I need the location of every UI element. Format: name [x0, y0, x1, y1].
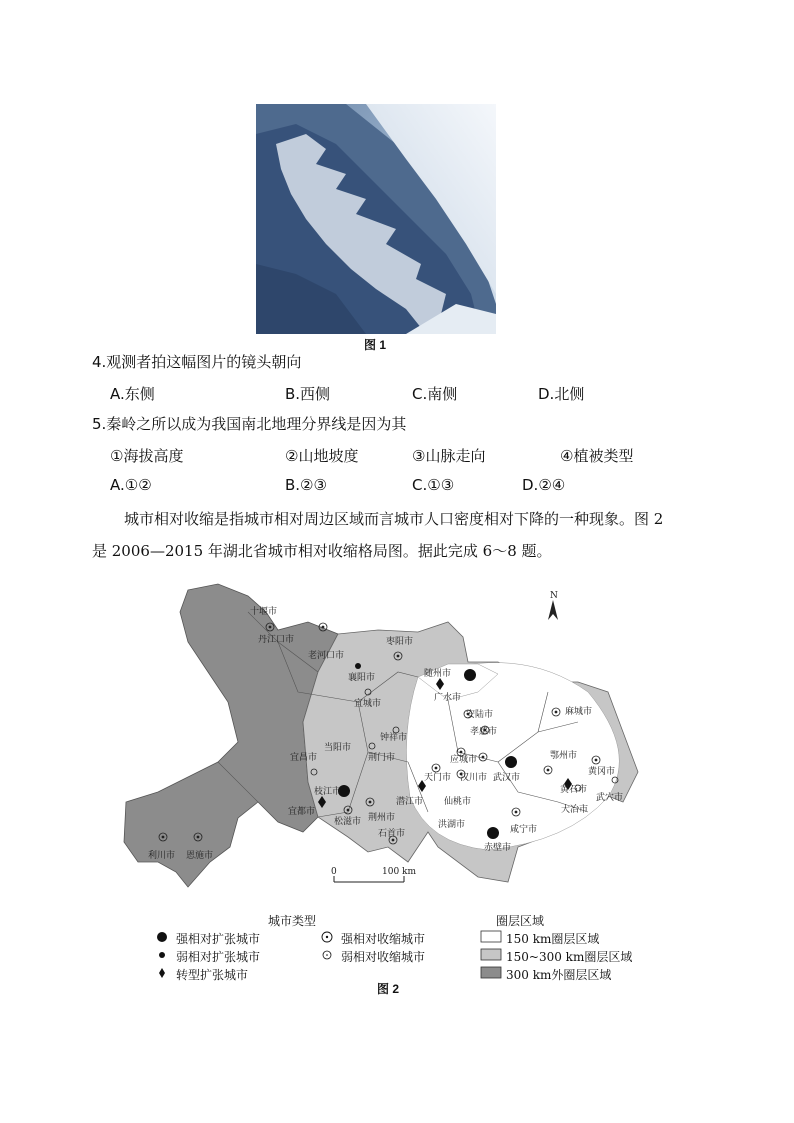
- legend-weak-shrinkage: 弱相对收缩城市: [341, 950, 426, 964]
- city-label: 鄂州市: [550, 751, 578, 761]
- city-label: 十堰市: [250, 607, 278, 617]
- city-label: 枝江市: [314, 787, 342, 797]
- city-label: 宜都市: [288, 807, 316, 817]
- legend-city-type-title: 城市类型: [268, 914, 317, 928]
- city-label: 广水市: [434, 693, 462, 703]
- city-label: 麻城市: [565, 707, 593, 717]
- legend-transformation-expansion: 转型扩张城市: [176, 968, 249, 982]
- legend-zone-300-outer: 300 km外圈层区域: [506, 968, 612, 982]
- city-label: 应城市: [450, 755, 478, 765]
- q4-option-b: B.西侧: [285, 385, 331, 403]
- city-label: 利川市: [148, 851, 176, 861]
- city-label: 钟祥市: [380, 733, 408, 743]
- q4-option-d: D.北侧: [538, 385, 585, 403]
- city-label: 当阳市: [324, 743, 352, 753]
- city-label: 丹江口市: [258, 635, 295, 645]
- city-label: 荆州市: [368, 813, 396, 823]
- legend-strong-expansion: 强相对扩张城市: [176, 932, 261, 946]
- city-label: 天门市: [424, 773, 452, 783]
- city-label: 襄阳市: [348, 673, 376, 683]
- intro-line-2: 是 2006—2015 年湖北省城市相对收缩格局图。据此完成 6～8 题。: [92, 542, 552, 560]
- question-5-text: 5.秦岭之所以成为我国南北地理分界线是因为其: [92, 415, 407, 433]
- question-4-text: 4.观测者拍这幅图片的镜头朝向: [92, 353, 302, 371]
- city-label: 汉川市: [460, 773, 488, 783]
- scale-start: 0: [331, 867, 337, 877]
- q4-option-a: A.东侧: [110, 385, 155, 403]
- legend-zone-150: 150 km圈层区域: [506, 932, 600, 946]
- q5-option-a: A.①②: [110, 476, 152, 494]
- city-label: 仙桃市: [444, 797, 472, 807]
- legend-zone-title: 圈层区域: [496, 914, 545, 928]
- city-label: 潜江市: [396, 797, 424, 807]
- figure2-caption: 图 2: [377, 982, 400, 996]
- q4-option-c: C.南侧: [412, 385, 458, 403]
- city-label: 赤壁市: [484, 843, 512, 853]
- mountain-photo: [256, 104, 496, 334]
- north-arrow-icon: [548, 600, 558, 620]
- city-label: 松滋市: [334, 817, 362, 827]
- q5-option-b: B.②③: [285, 476, 327, 494]
- scale-end: 100 km: [382, 867, 417, 877]
- legend-zone-150-300: 150~300 km圈层区域: [506, 950, 633, 964]
- q5-statement-2: ②山地坡度: [285, 447, 359, 465]
- city-label: 武穴市: [596, 793, 624, 803]
- city-label: 枣阳市: [386, 637, 414, 647]
- city-label: 老河口市: [308, 651, 345, 661]
- q5-statement-3: ③山脉走向: [412, 447, 486, 465]
- hubei-map: [118, 582, 648, 912]
- city-label: 宜城市: [354, 699, 382, 709]
- city-label: 恩施市: [186, 851, 214, 861]
- city-label: 安陆市: [466, 710, 494, 720]
- city-label: 随州市: [424, 669, 452, 679]
- city-label: 孝感市: [470, 727, 498, 737]
- city-label: 洪湖市: [438, 820, 466, 830]
- city-label: 黄石市: [560, 785, 588, 795]
- q5-statement-1: ①海拔高度: [110, 447, 184, 465]
- intro-line-1: 城市相对收缩是指城市相对周边区域而言城市人口密度相对下降的一种现象。图 2: [124, 510, 664, 528]
- north-label: N: [550, 591, 558, 601]
- legend-weak-expansion: 弱相对扩张城市: [176, 950, 261, 964]
- q5-statement-4: ④植被类型: [560, 447, 634, 465]
- city-label: 荆门市: [368, 753, 396, 763]
- city-label: 宜昌市: [290, 753, 318, 763]
- city-label: 武汉市: [493, 773, 521, 783]
- figure1-caption: 图 1: [364, 338, 387, 352]
- q5-option-c: C.①③: [412, 476, 455, 494]
- legend-strong-shrinkage: 强相对收缩城市: [341, 932, 426, 946]
- city-label: 黄冈市: [588, 767, 616, 777]
- city-label: 咸宁市: [510, 825, 538, 835]
- city-label: 石首市: [378, 829, 406, 839]
- q5-option-d: D.②④: [522, 476, 566, 494]
- city-label: 大冶市: [561, 805, 589, 815]
